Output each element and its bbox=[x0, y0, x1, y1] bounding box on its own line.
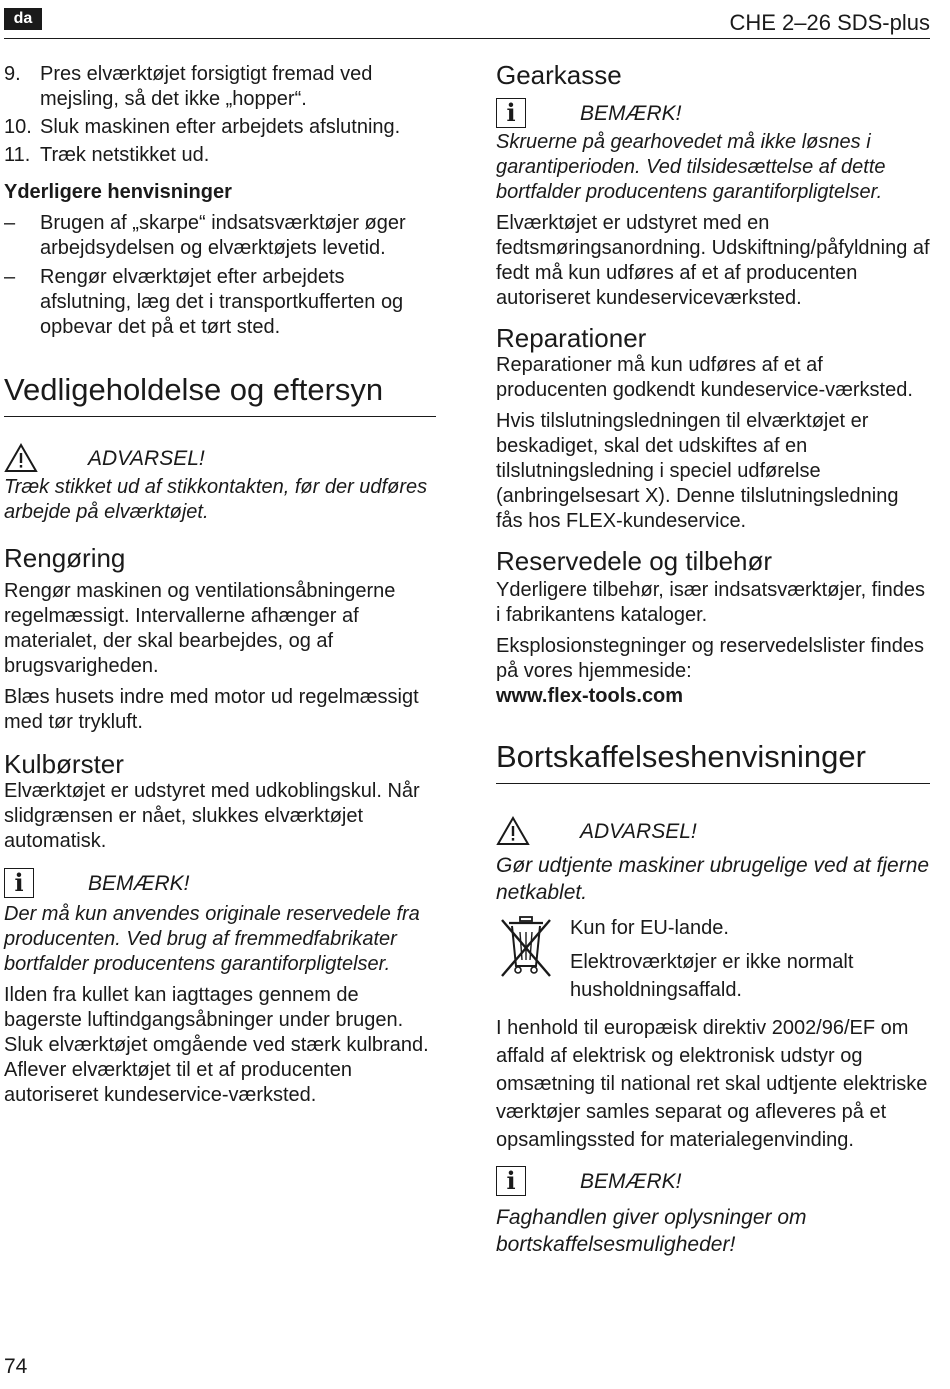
step-item bbox=[4, 62, 436, 112]
dash-bullet: – bbox=[4, 212, 16, 234]
eu-only-text: Kun for EU-lande. bbox=[570, 917, 729, 939]
spare-parts-heading: Reservedele og tilbehør bbox=[496, 546, 773, 576]
warning-text: Gør udtjente maskiner ubrugelige ved at fjerne netkablet. bbox=[496, 854, 930, 904]
repairs-paragraph: Reparationer må kun udføres af et af producenten godkendt kundeservice-værksted. bbox=[496, 354, 913, 401]
step-item bbox=[4, 115, 436, 140]
warning-label: ADVARSEL! bbox=[88, 446, 205, 470]
page-number: 74 bbox=[4, 1355, 28, 1378]
left-column bbox=[4, 62, 436, 1114]
right-column bbox=[496, 60, 930, 1264]
directive-paragraph: I henhold til europæisk direktiv 2002/96/EF om affald af elektrisk og elektronisk udstyr og omsætning til national ret skal udtjente elektriske værktøjer samles separat og afleveres på et opsamlingssted for materialegenvinding. bbox=[496, 1017, 928, 1151]
note-header bbox=[4, 866, 436, 900]
maintenance-section-title: Vedligeholdelse og eftersyn bbox=[4, 372, 436, 417]
note-text: Faghandlen giver oplysninger om bortskaffelsesmuligheder! bbox=[496, 1206, 807, 1256]
note-label: BEMÆRK! bbox=[580, 101, 682, 125]
spare-parts-paragraph-2: Eksplosionstegninger og reservedelslister findes på vores hjemmeside: bbox=[496, 635, 925, 682]
step-number: 10. bbox=[4, 116, 32, 138]
bullet-item bbox=[4, 265, 436, 340]
weee-text bbox=[570, 914, 930, 1004]
note-header bbox=[496, 1164, 930, 1198]
cleaning-heading: Rengøring bbox=[4, 543, 126, 573]
dash-bullet: – bbox=[4, 266, 16, 288]
website-link[interactable]: www.flex-tools.com bbox=[496, 685, 684, 707]
weee-block bbox=[496, 914, 930, 1004]
cleaning-paragraph-2: Blæs husets indre med motor ud regelmæssigt med tør trykluft. bbox=[4, 686, 419, 733]
brushes-heading: Kulbørster bbox=[4, 749, 124, 779]
cleaning-paragraph: Rengør maskinen og ventilationsåbningerne regelmæssigt. Intervallerne afhænger af materialet, der skal bearbejdes, og af brugsvarigheden. bbox=[4, 580, 396, 677]
step-item bbox=[4, 143, 436, 168]
warning-triangle-icon bbox=[4, 443, 38, 473]
step-text: Sluk maskinen efter arbejdets afslutning. bbox=[40, 116, 401, 138]
info-icon: i bbox=[496, 98, 526, 128]
note-text: Der må kun anvendes originale reservedele fra producenten. Ved brug af fremmedfabrikater bortfalder producentens garantiforpligtelser. bbox=[4, 903, 420, 975]
repairs-heading: Reparationer bbox=[496, 323, 647, 353]
warning-text: Træk stikket ud af stikkontakten, før der udføres arbejde på elværktøjet. bbox=[4, 476, 428, 523]
bullet-text: Brugen af „skarpe“ indsatsværktøjer øger arbejdsydelsen og elværktøjets levetid. bbox=[40, 212, 406, 259]
repairs-paragraph-2: Hvis tilslutningsledningen til elværktøjet er beskadiget, skal det udskiftes af en tilslutningsledning i speciel udførelse (anbringelsesart X). Denne tilslutningsledning fås hos FLEX-kundeservice. bbox=[496, 410, 899, 532]
header-divider bbox=[4, 38, 930, 39]
note-label: BEMÆRK! bbox=[88, 871, 190, 895]
brushes-paragraph-2: Ilden fra kullet kan iagttages gennem de bagerste luftindgangsåbninger under brugen. Sluk elværktøjet omgående ved stærk kulbrand. Aflever elværktøjet til et af producenten autoriseret kundeservice-værksted. bbox=[4, 984, 429, 1106]
further-notes-heading: Yderligere henvisninger bbox=[4, 181, 232, 203]
warning-header bbox=[496, 814, 930, 848]
info-icon: i bbox=[496, 1166, 526, 1196]
bullet-item bbox=[4, 211, 436, 261]
step-number: 9. bbox=[4, 63, 21, 85]
warning-label: ADVARSEL! bbox=[580, 819, 697, 843]
step-text: Pres elværktøjet forsigtigt fremad ved mejsling, så det ikke „hopper“. bbox=[40, 63, 373, 110]
disposal-section-title: Bortskaffelseshenvisninger bbox=[496, 739, 930, 784]
model-name: CHE 2–26 SDS-plus bbox=[729, 10, 930, 35]
gearbox-heading: Gearkasse bbox=[496, 60, 622, 90]
step-text: Træk netstikket ud. bbox=[40, 144, 210, 166]
gearbox-paragraph: Elværktøjet er udstyret med en fedtsmøringsanordning. Udskiftning/påfyldning af fedt må kun udføres af et af producenten autoriseret kundeserviceværksted. bbox=[496, 212, 930, 309]
note-text: Skruerne på gearhovedet må ikke løsnes i garantiperioden. Ved tilsidesættelse af dette bortfalder producentens garantiforpligtelser. bbox=[496, 131, 886, 203]
crossed-out-bin-icon bbox=[496, 914, 556, 980]
brushes-paragraph: Elværktøjet er udstyret med udkoblingskul. Når slidgrænsen er nået, slukkes elværktøjet automatisk. bbox=[4, 780, 420, 852]
warning-header bbox=[4, 441, 436, 475]
spare-parts-paragraph: Yderligere tilbehør, især indsatsværktøjer, findes i fabrikantens kataloger. bbox=[496, 579, 926, 626]
warning-triangle-icon bbox=[496, 816, 530, 846]
not-household-text: Elektroværktøjer er ikke normalt husholdningsaffald. bbox=[570, 951, 854, 1001]
language-badge: da bbox=[4, 8, 42, 30]
note-header bbox=[496, 96, 930, 130]
bullet-text: Rengør elværktøjet efter arbejdets afslutning, læg det i transportkufferten og opbevar det på et tørt sted. bbox=[40, 266, 404, 338]
info-icon: i bbox=[4, 868, 34, 898]
step-number: 11. bbox=[4, 144, 31, 166]
note-label: BEMÆRK! bbox=[580, 1169, 682, 1193]
